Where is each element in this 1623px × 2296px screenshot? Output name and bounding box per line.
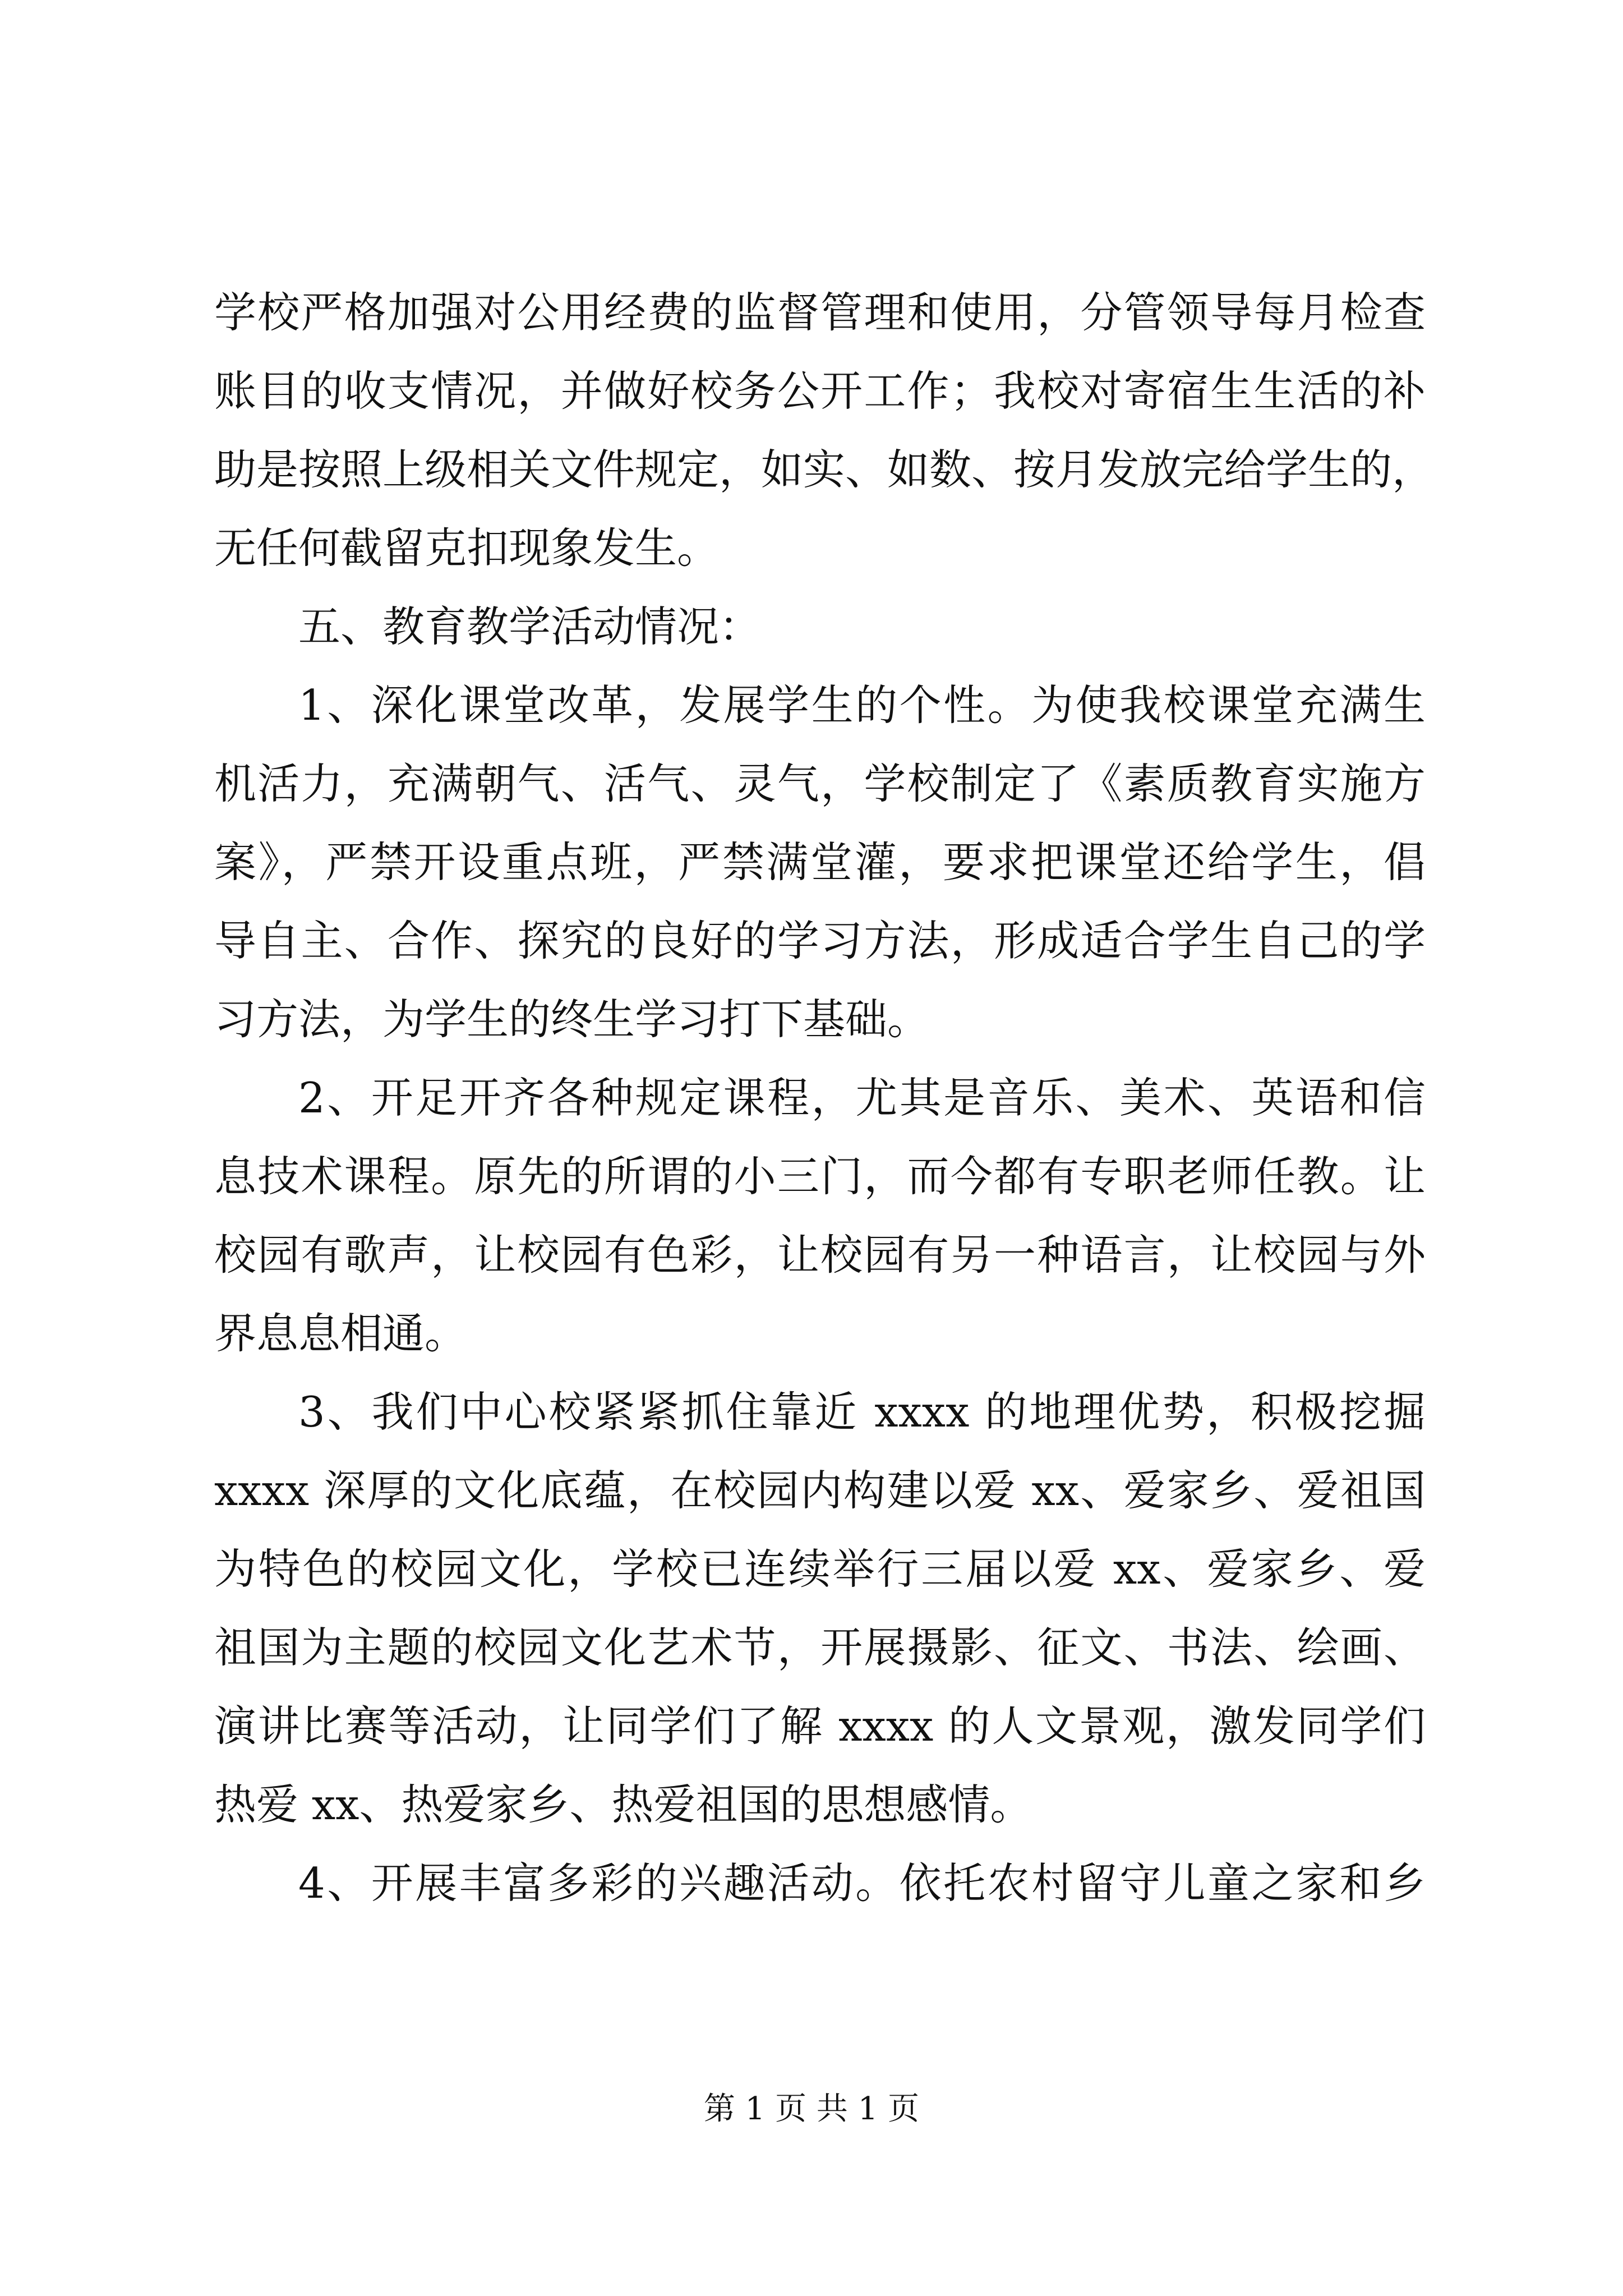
body-text-line: xxxx 深厚的文化底蕴，在校园内构建以爱 xx、爱家乡、爱祖国 <box>214 1466 1426 1515</box>
body-text-line: 导自主、合作、探究的良好的学习方法，形成适合学生自己的学 <box>214 916 1426 965</box>
body-text-line: 案》，严禁开设重点班，严禁满堂灌，要求把课堂还给学生，倡 <box>214 838 1426 887</box>
body-text-line: 助是按照上级相关文件规定，如实、如数、按月发放完给学生的， <box>214 445 1435 494</box>
body-text-line: 演讲比赛等活动，让同学们了解 xxxx 的人文景观，激发同学们 <box>214 1701 1426 1751</box>
page-footer: 第 1 页 共 1 页 <box>703 2091 920 2127</box>
body-text-line: 1、深化课堂改革，发展学生的个性。为使我校课堂充满生 <box>298 680 1426 730</box>
body-text-line: 机活力，充满朝气、活气、灵气，学校制定了《素质教育实施方 <box>214 759 1426 808</box>
body-text-line: 2、开足开齐各种规定课程，尤其是音乐、美术、英语和信 <box>298 1073 1426 1122</box>
body-text-line: 为特色的校园文化，学校已连续举行三届以爱 xx、爱家乡、爱 <box>214 1544 1426 1594</box>
body-text-line: 热爱 xx、热爱家乡、热爱祖国的思想感情。 <box>214 1780 1032 1829</box>
body-text-line: 息技术课程。原先的所谓的小三门，而今都有专职老师任教。让 <box>214 1152 1426 1201</box>
body-text-line: 习方法，为学生的终生学习打下基础。 <box>214 995 930 1044</box>
body-text-line: 校园有歌声，让校园有色彩，让校园有另一种语言，让校园与外 <box>214 1230 1426 1280</box>
body-text-line: 界息息相通。 <box>214 1309 467 1358</box>
body-text-line: 3、我们中心校紧紧抓住靠近 xxxx 的地理优势，积极挖掘 <box>298 1387 1426 1437</box>
body-text-line: 祖国为主题的校园文化艺术节，开展摄影、征文、书法、绘画、 <box>214 1623 1426 1672</box>
body-text-line: 账目的收支情况，并做好校务公开工作；我校对寄宿生生活的补 <box>214 366 1426 416</box>
body-text-line: 学校严格加强对公用经费的监督管理和使用，分管领导每月检查 <box>214 288 1426 337</box>
section-heading: 五、教育教学活动情况： <box>298 602 762 651</box>
body-text-line: 无任何截留克扣现象发生。 <box>214 523 720 573</box>
body-text-line: 4、开展丰富多彩的兴趣活动。依托农村留守儿童之家和乡 <box>298 1858 1426 1908</box>
